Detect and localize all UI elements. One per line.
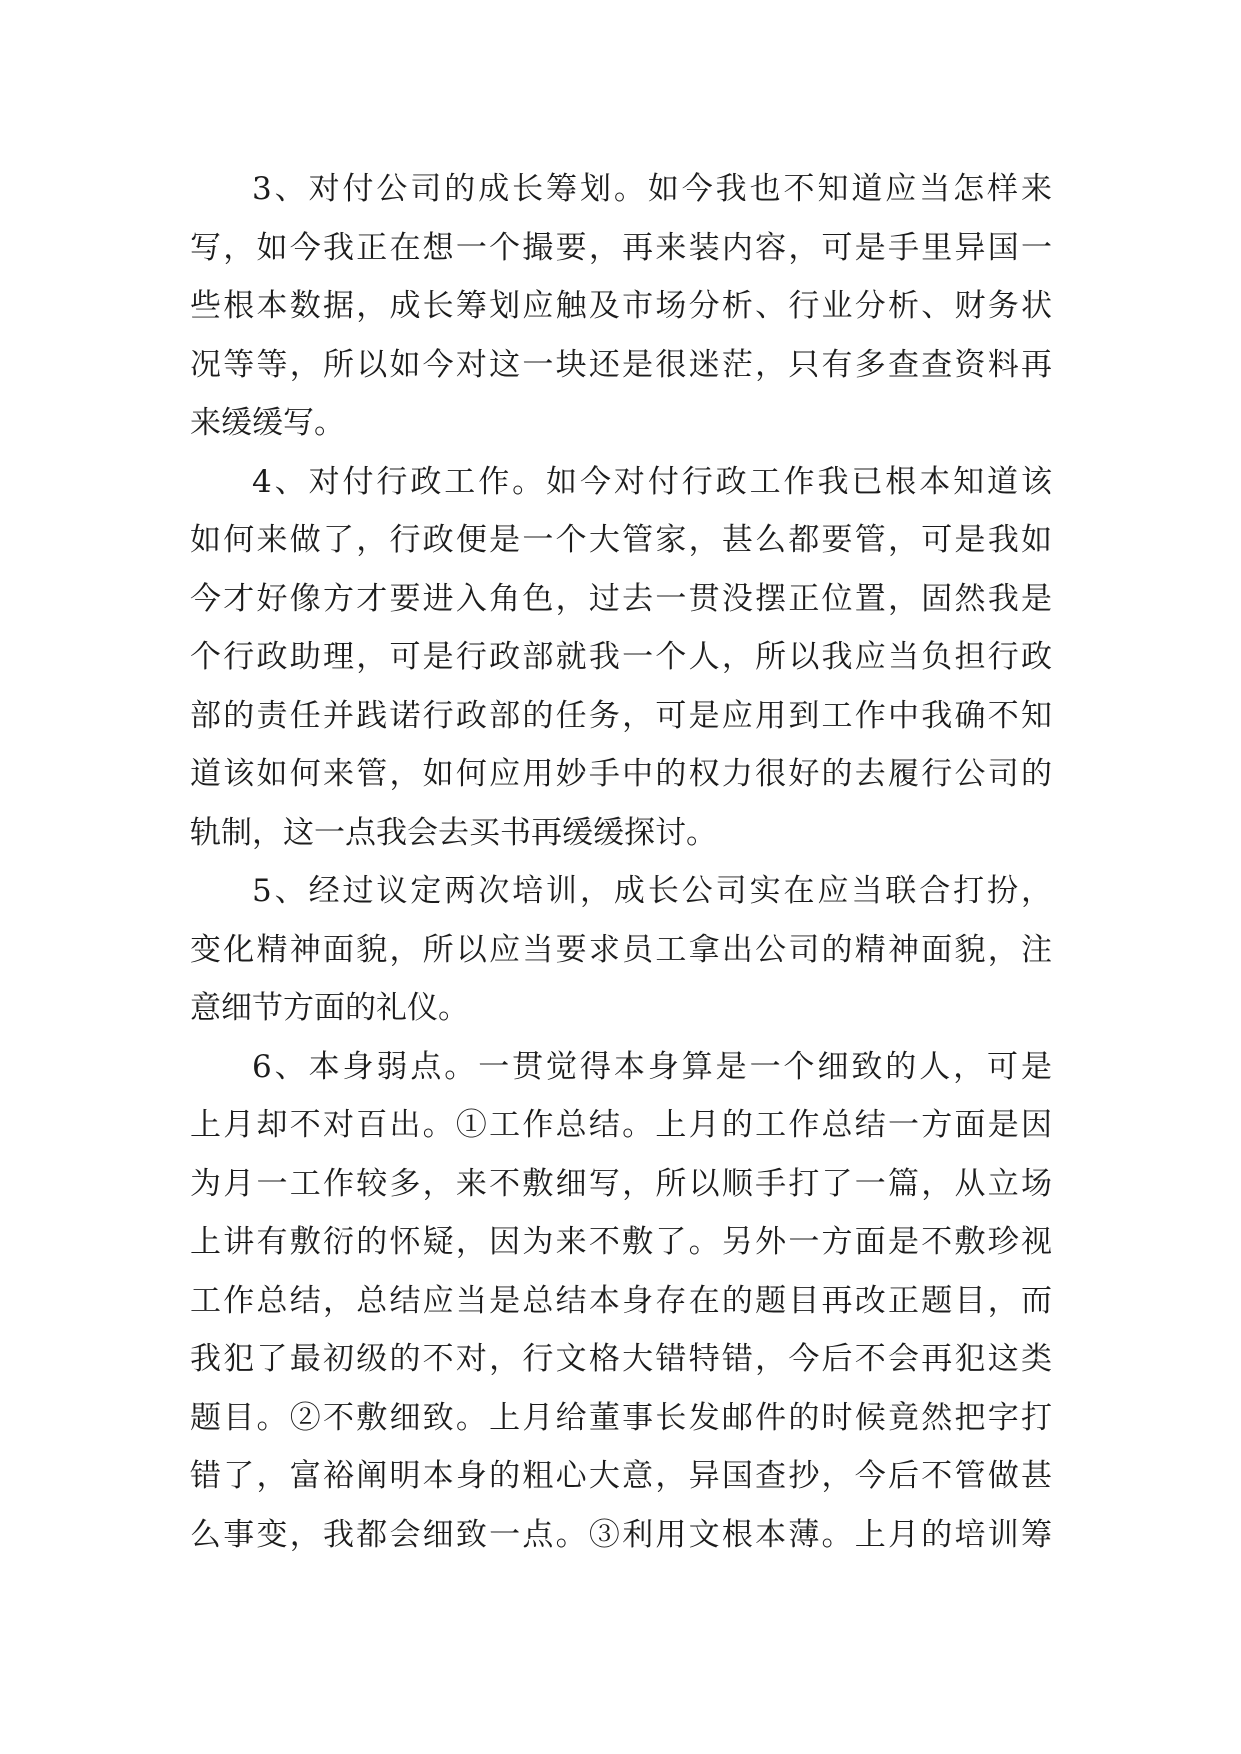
paragraph-6-line: 为月一工作较多，来不敷细写，所以顺手打了一篇，从立场	[190, 1165, 1052, 1202]
paragraph-4-line: 部的责任并践诺行政部的任务，可是应用到工作中我确不知	[190, 697, 1052, 734]
paragraph-6-line: 错了，富裕阐明本身的粗心大意，异国查抄，今后不管做甚	[190, 1458, 1052, 1494]
paragraph-6-line: 上讲有敷衍的怀疑，因为来不敷了。另外一方面是不敷珍视	[190, 1224, 1052, 1260]
paragraph-4-line: 如何来做了，行政便是一个大管家，甚么都要管，可是我如	[190, 522, 1052, 558]
paragraph-3-line: 况等等，所以如今对这一块还是很迷茫，只有多查查资料再	[190, 346, 1052, 383]
paragraph-4-line: 今才好像方才要进入角色，过去一贯没摆正位置，固然我是	[190, 580, 1052, 617]
paragraph-6-line: 题目。②不敷细致。上月给董事长发邮件的时候竟然把字打	[190, 1399, 1052, 1436]
paragraph-4-line: 道该如何来管，如何应用妙手中的权力很好的去履行公司的	[190, 756, 1052, 792]
paragraph-3-line: 写，如今我正在想一个撮要，再来装内容，可是手里异国一	[190, 229, 1052, 266]
paragraph-4-line: 轨制，这一点我会去买书再缓缓探讨。	[190, 814, 717, 851]
paragraph-4-line: 个行政助理，可是行政部就我一个人，所以我应当负担行政	[190, 639, 1052, 675]
paragraph-5-line: 变化精神面貌，所以应当要求员工拿出公司的精神面貌，注	[190, 931, 1052, 968]
paragraph-4-line: 4、对付行政工作。如今对付行政工作我已根本知道该	[252, 463, 1052, 500]
paragraph-3-line: 来缓缓写。	[190, 405, 345, 441]
paragraph-6-line: 上月却不对百出。①工作总结。上月的工作总结一方面是因	[190, 1107, 1052, 1143]
document-body	[190, 160, 1052, 1564]
paragraph-5-line: 意细节方面的礼仪。	[190, 990, 469, 1026]
paragraph-6-line: 6、本身弱点。一贯觉得本身算是一个细致的人，可是	[252, 1048, 1052, 1085]
paragraph-6-line: 我犯了最初级的不对，行文格大错特错，今后不会再犯这类	[190, 1341, 1052, 1377]
paragraph-5-line: 5、经过议定两次培训，成长公司实在应当联合打扮，	[252, 873, 1052, 909]
paragraph-6-line: 工作总结，总结应当是总结本身存在的题目再改正题目，而	[190, 1282, 1052, 1319]
paragraph-3-line: 3、对付公司的成长筹划。如今我也不知道应当怎样来	[252, 171, 1052, 207]
paragraph-3-line: 些根本数据，成长筹划应触及市场分析、行业分析、财务状	[190, 288, 1052, 324]
paragraph-6-line: 么事变，我都会细致一点。③利用文根本薄。上月的培训筹	[190, 1516, 1052, 1553]
